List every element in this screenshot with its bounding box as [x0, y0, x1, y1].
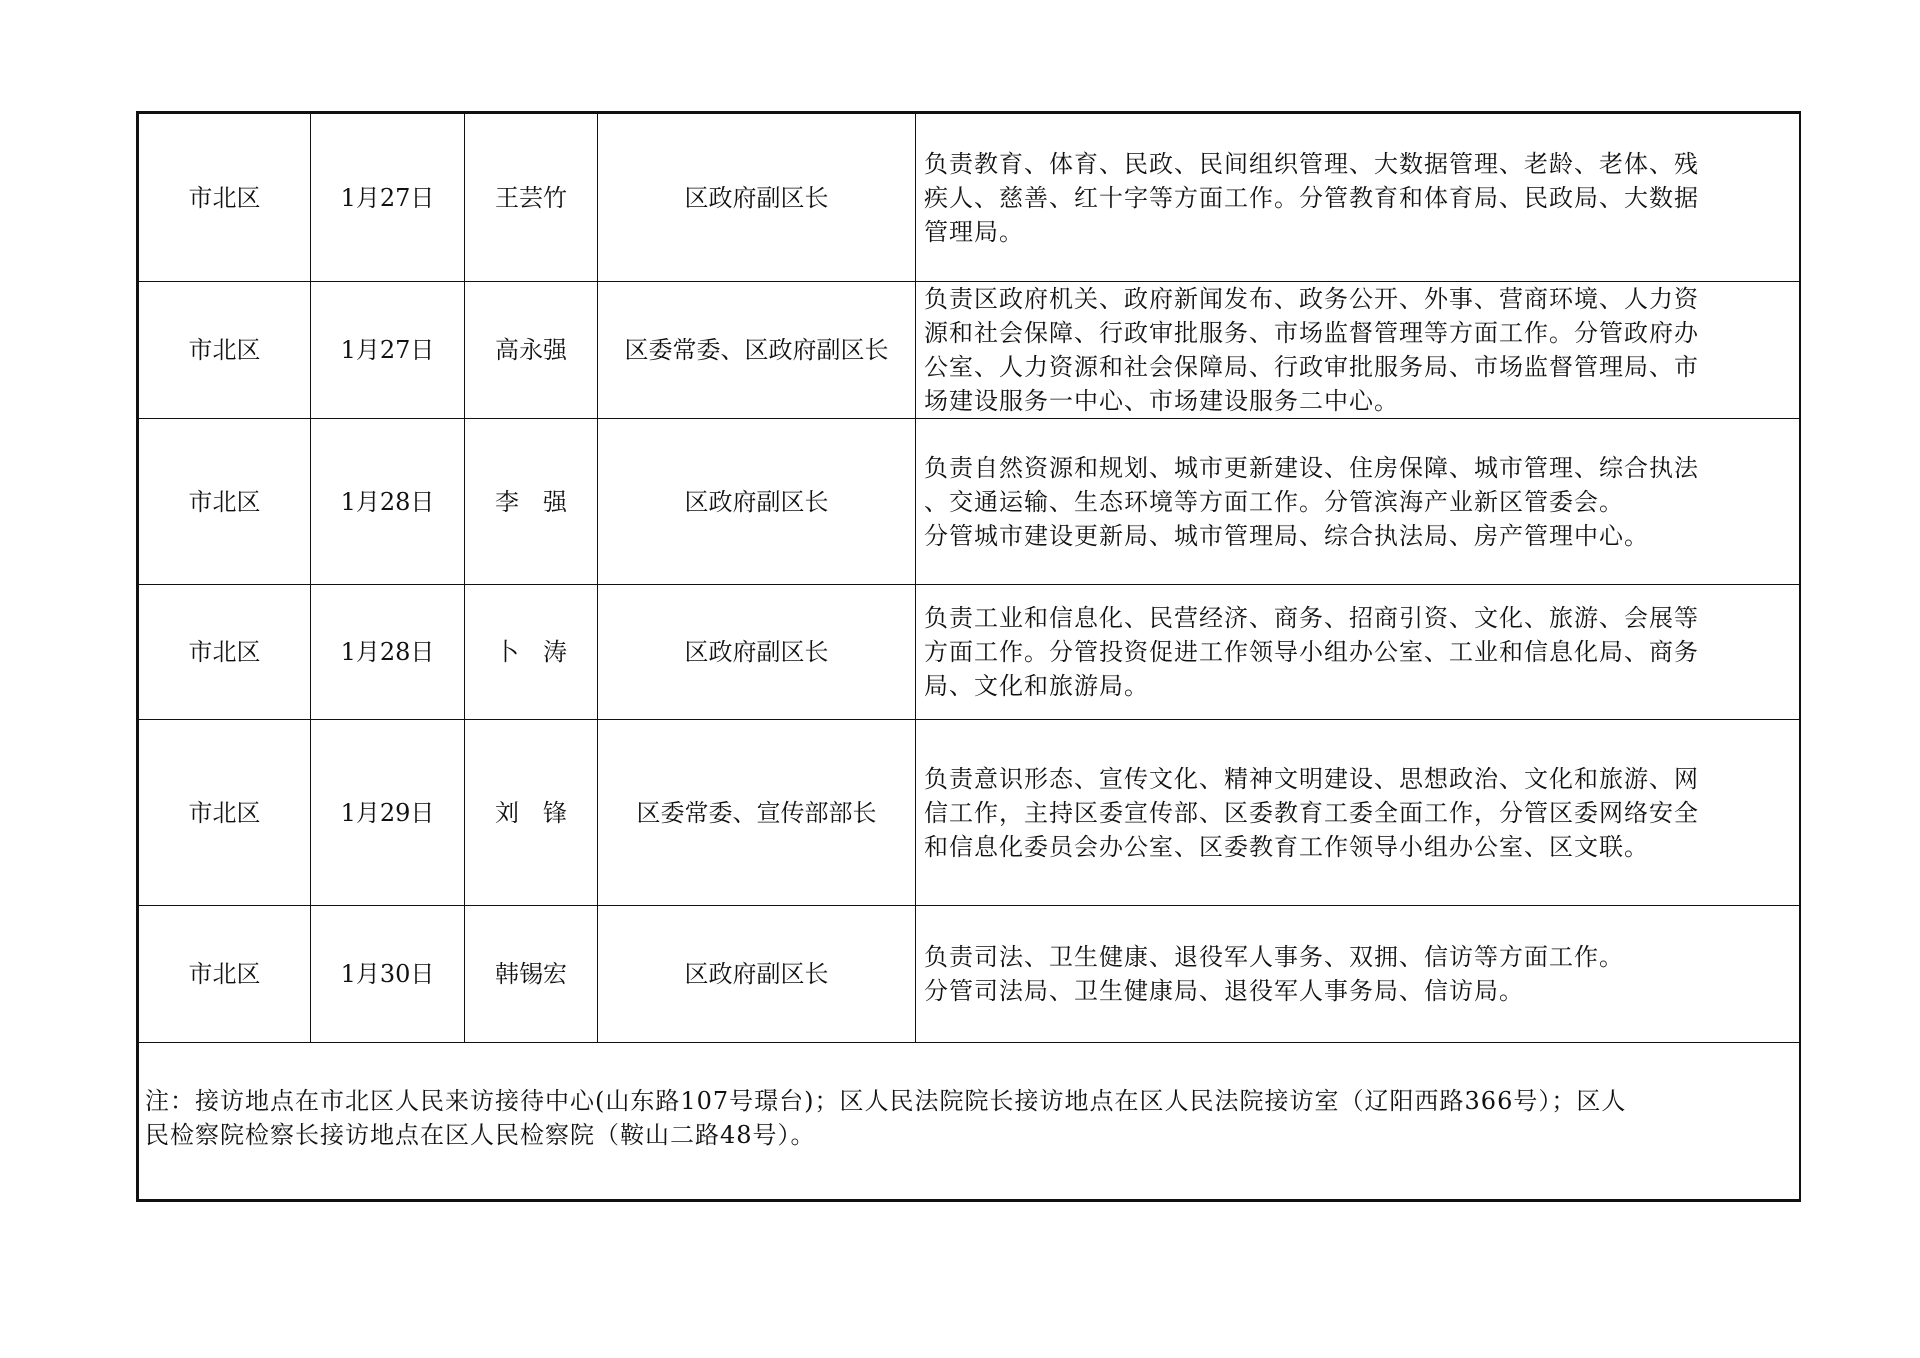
name-cell: 王芸竹: [465, 114, 598, 282]
duties-cell: [916, 282, 1800, 419]
district-cell: 市北区: [139, 906, 311, 1043]
duties-line: 、交通运输、生态环境等方面工作。分管滨海产业新区管委会。: [924, 487, 1624, 516]
duties-line: 负责教育、体育、民政、民间组织管理、大数据管理、老龄、老体、残: [924, 149, 1699, 178]
position-cell: 区委常委、区政府副区长: [598, 282, 916, 419]
position-cell: 区政府副区长: [598, 419, 916, 585]
name-cell: 高永强: [465, 282, 598, 419]
duties-cell: [916, 419, 1800, 585]
reception-schedule-table: [138, 113, 1800, 1200]
duties-line: 信工作，主持区委宣传部、区委教育工委全面工作，分管区委网络安全: [924, 798, 1699, 827]
schedule-row: [139, 114, 1800, 282]
schedule-row: [139, 906, 1800, 1043]
position-cell: 区政府副区长: [598, 585, 916, 720]
duties-line: 场建设服务一中心、市场建设服务二中心。: [924, 387, 1399, 415]
duties-line: 分管城市建设更新局、城市管理局、综合执法局、房产管理中心。: [924, 521, 1649, 550]
note-line-2: 民检察院检察长接访地点在区人民检察院（鞍山二路48号）。: [145, 1121, 816, 1149]
name-cell: 韩锡宏: [465, 906, 598, 1043]
position-cell: 区委常委、宣传部部长: [598, 720, 916, 906]
duties-cell: [916, 585, 1800, 720]
date-cell: 1月30日: [311, 906, 465, 1043]
duties-line: 源和社会保障、行政审批服务、市场监督管理等方面工作。分管政府办: [924, 319, 1699, 347]
name-cell: 李 强: [465, 419, 598, 585]
position-cell: 区政府副区长: [598, 906, 916, 1043]
district-cell: 市北区: [139, 419, 311, 585]
duties-line: 分管司法局、卫生健康局、退役军人事务局、信访局。: [924, 977, 1524, 1005]
duties-line: 负责区政府机关、政府新闻发布、政务公开、外事、营商环境、人力资: [924, 285, 1699, 313]
date-cell: 1月27日: [311, 114, 465, 282]
note-row: [139, 1043, 1800, 1200]
duties-line: 负责司法、卫生健康、退役军人事务、双拥、信访等方面工作。: [924, 943, 1624, 971]
duties-line: 方面工作。分管投资促进工作领导小组办公室、工业和信息化局、商务: [924, 638, 1699, 666]
duties-cell: [916, 720, 1800, 906]
date-cell: 1月29日: [311, 720, 465, 906]
duties-line: 公室、人力资源和社会保障局、行政审批服务局、市场监督管理局、市: [924, 353, 1699, 381]
schedule-table-frame: [136, 111, 1801, 1202]
date-cell: 1月28日: [311, 585, 465, 720]
schedule-row: [139, 585, 1800, 720]
duties-line: 负责工业和信息化、民营经济、商务、招商引资、文化、旅游、会展等: [924, 604, 1699, 632]
schedule-row: [139, 419, 1800, 585]
schedule-rows: [139, 114, 1800, 1043]
date-cell: 1月28日: [311, 419, 465, 585]
duties-line: 局、文化和旅游局。: [924, 672, 1149, 700]
district-cell: 市北区: [139, 720, 311, 906]
name-cell: 刘 锋: [465, 720, 598, 906]
duties-line: 疾人、慈善、红十字等方面工作。分管教育和体育局、民政局、大数据: [924, 183, 1699, 212]
date-cell: 1月27日: [311, 282, 465, 419]
district-cell: 市北区: [139, 114, 311, 282]
duties-line: 和信息化委员会办公室、区委教育工作领导小组办公室、区文联。: [924, 832, 1649, 861]
schedule-row: [139, 720, 1800, 906]
duties-line: 管理局。: [924, 217, 1024, 246]
note-line-1: 注：接访地点在市北区人民来访接待中心(山东路107号璟台)；区人民法院院长接访地点在区人民法院接访室（辽阳西路366号）；区人: [145, 1087, 1627, 1115]
schedule-row: [139, 282, 1800, 419]
district-cell: 市北区: [139, 585, 311, 720]
position-cell: 区政府副区长: [598, 114, 916, 282]
district-cell: 市北区: [139, 282, 311, 419]
duties-cell: [916, 906, 1800, 1043]
duties-cell: [916, 114, 1800, 282]
note-cell: [139, 1043, 1800, 1200]
name-cell: 卜 涛: [465, 585, 598, 720]
duties-line: 负责意识形态、宣传文化、精神文明建设、思想政治、文化和旅游、网: [924, 764, 1699, 793]
duties-line: 负责自然资源和规划、城市更新建设、住房保障、城市管理、综合执法: [924, 453, 1699, 482]
